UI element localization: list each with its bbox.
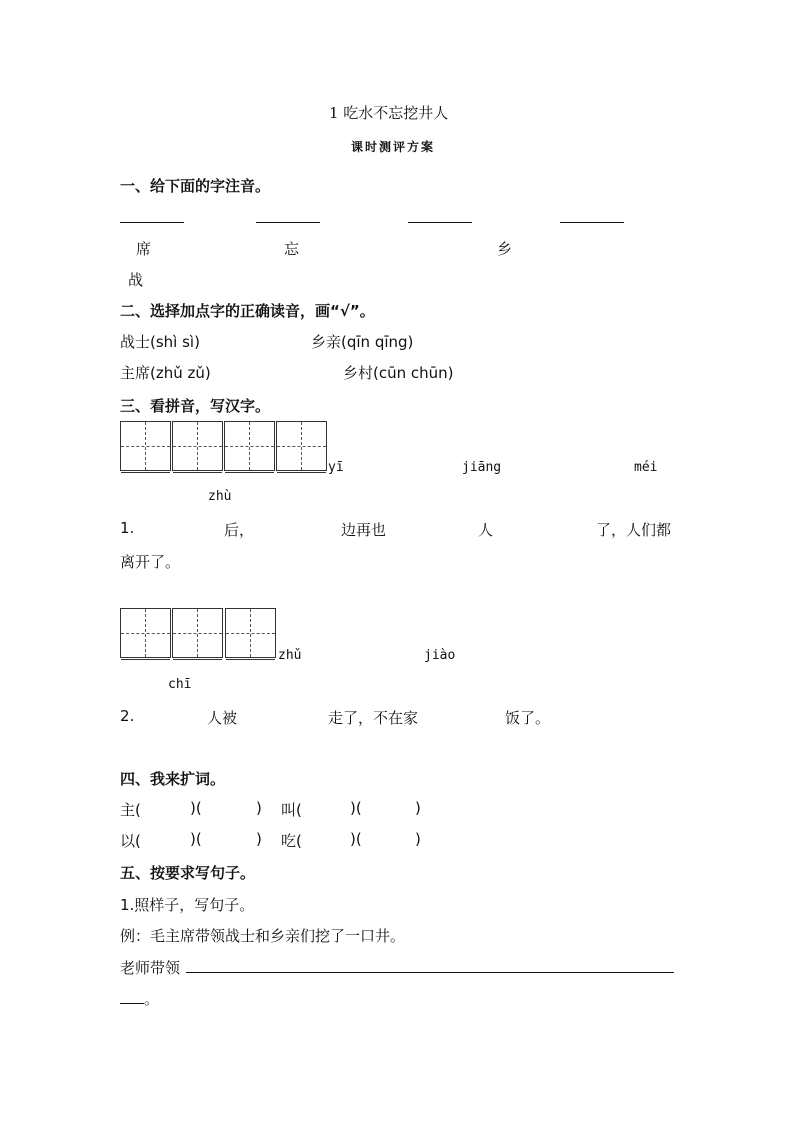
choice-zhanshi[interactable]: 战士(shì sì)	[120, 333, 200, 351]
pinyin-jiao: jiào	[424, 648, 456, 663]
expand-yi: 以(	[120, 832, 141, 850]
sentence-answer-line[interactable]	[186, 972, 674, 973]
q1-number: 1.	[120, 519, 135, 537]
choice-xiangqin[interactable]: 乡亲(qīn qīng)	[311, 333, 414, 351]
page-subtitle: 课时测评方案	[351, 140, 436, 154]
section2-heading: 二、选择加点字的正确读音，画“√”。	[120, 302, 375, 320]
expand-chi: 吃(	[281, 832, 302, 850]
char-wang: 忘	[284, 240, 300, 258]
section5-heading: 五、按要求写句子。	[120, 864, 256, 882]
sentence-answer-line-2[interactable]	[120, 1003, 144, 1004]
writing-grid[interactable]	[120, 421, 171, 471]
page-title: 1 吃水不忘挖井人	[329, 104, 449, 122]
writing-grid[interactable]	[172, 608, 223, 658]
pinyin-jiang: jiāng	[462, 460, 502, 475]
char-zhan: 战	[128, 271, 144, 289]
writing-grid[interactable]	[225, 608, 276, 658]
expand-paren[interactable]: )	[256, 830, 262, 848]
pinyin-zhu3: zhǔ	[278, 648, 302, 663]
section5-example: 例：毛主席带领战士和乡亲们挖了一口井。	[120, 927, 406, 945]
choice-zhuxi[interactable]: 主席(zhǔ zǔ)	[120, 364, 211, 382]
expand-paren[interactable]: )	[256, 799, 262, 817]
section3-heading: 三、看拼音，写汉字。	[120, 397, 271, 415]
section5-prompt: 老师带领	[120, 959, 181, 977]
pinyin-mei: méi	[634, 460, 658, 475]
pinyin-yi: yī	[328, 460, 344, 475]
pinyin-chi: chī	[168, 677, 192, 692]
expand-paren[interactable]: )	[415, 830, 421, 848]
q1-text-4: 了，人们都	[596, 521, 672, 539]
q1-text-5: 离开了。	[120, 553, 181, 571]
answer-blank-1[interactable]	[120, 222, 184, 223]
choice-xiangcun[interactable]: 乡村(cūn chūn)	[343, 364, 454, 382]
q1-text-3: 人	[478, 521, 494, 539]
q2-number: 2.	[120, 707, 135, 725]
section5-q1: 1.照样子，写句子。	[120, 896, 255, 914]
expand-paren[interactable]: )(	[190, 830, 202, 848]
answer-blank-3[interactable]	[408, 222, 472, 223]
section4-heading: 四、我来扩词。	[120, 770, 226, 788]
sentence-end: 。	[144, 990, 160, 1008]
expand-paren[interactable]: )(	[350, 830, 362, 848]
char-xi: 席	[136, 240, 152, 258]
writing-grid[interactable]	[172, 421, 223, 471]
expand-paren[interactable]: )	[415, 799, 421, 817]
expand-zhu: 主(	[120, 801, 141, 819]
expand-jiao: 叫(	[281, 801, 302, 819]
char-xiang: 乡	[497, 240, 513, 258]
answer-blank-2[interactable]	[256, 222, 320, 223]
expand-paren[interactable]: )(	[350, 799, 362, 817]
answer-blank-4[interactable]	[560, 222, 624, 223]
writing-grid[interactable]	[120, 608, 171, 658]
expand-paren[interactable]: )(	[190, 799, 202, 817]
pinyin-zhu: zhù	[208, 489, 232, 504]
section1-heading: 一、给下面的字注音。	[120, 177, 271, 195]
q2-text-2: 走了，不在家	[328, 709, 419, 727]
q2-text-1: 人被	[207, 709, 238, 727]
q2-text-3: 饭了。	[505, 709, 551, 727]
writing-grid[interactable]	[224, 421, 275, 471]
q1-text-1: 后，	[224, 521, 255, 539]
q1-text-2: 边再也	[341, 521, 387, 539]
writing-grid[interactable]	[276, 421, 327, 471]
